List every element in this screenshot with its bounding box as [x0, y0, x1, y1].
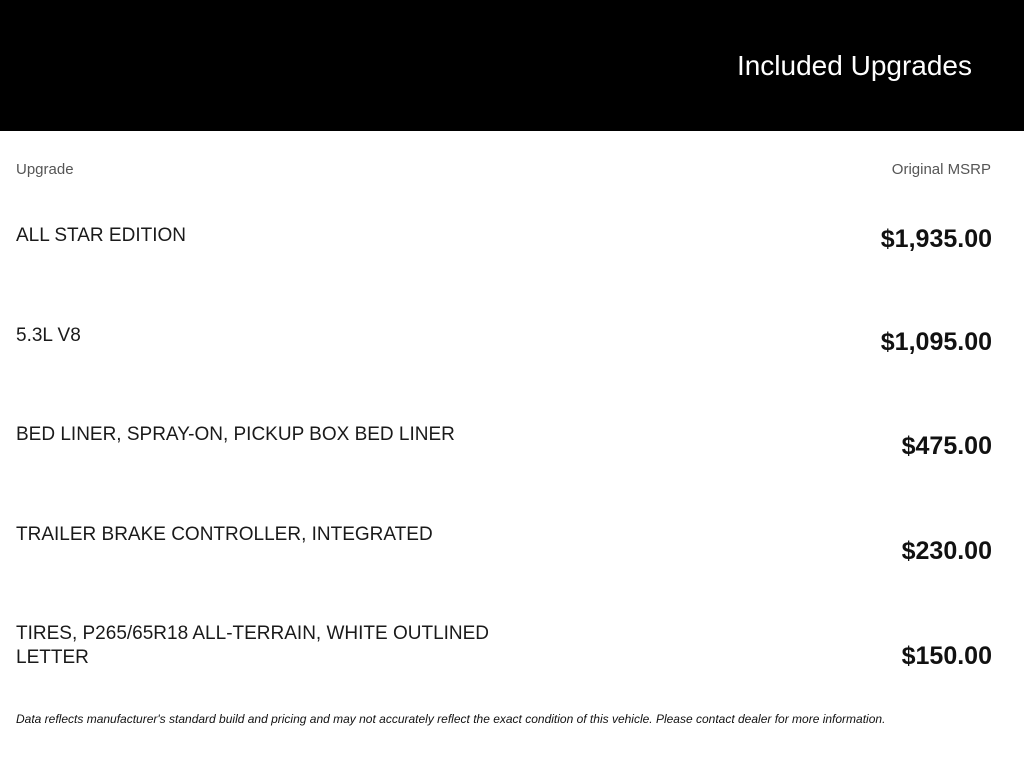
upgrade-price: $475.00	[901, 432, 992, 460]
header-bar	[0, 0, 1024, 131]
upgrade-name: ALL STAR EDITION	[16, 225, 186, 246]
upgrade-name: BED LINER, SPRAY-ON, PICKUP BOX BED LINER	[16, 424, 455, 445]
page-title: Included Upgrades	[736, 50, 972, 81]
column-header-upgrade: Upgrade	[16, 161, 74, 178]
upgrade-price: $230.00	[901, 537, 992, 565]
disclaimer-text: Data reflects manufacturer's standard build and pricing and may not accurately reflect the exact condition of this vehicle. Please contact dealer for more information.	[16, 712, 886, 726]
upgrade-price: $150.00	[901, 642, 992, 670]
upgrade-price: $1,095.00	[880, 328, 992, 356]
upgrade-name: 5.3L V8	[16, 325, 81, 346]
upgrade-name: TIRES, P265/65R18 ALL-TERRAIN, WHITE OUTLINED LETTER	[16, 623, 490, 668]
column-header-msrp: Original MSRP	[891, 161, 991, 178]
upgrade-name: TRAILER BRAKE CONTROLLER, INTEGRATED	[16, 524, 433, 545]
upgrade-price: $1,935.00	[880, 225, 992, 253]
